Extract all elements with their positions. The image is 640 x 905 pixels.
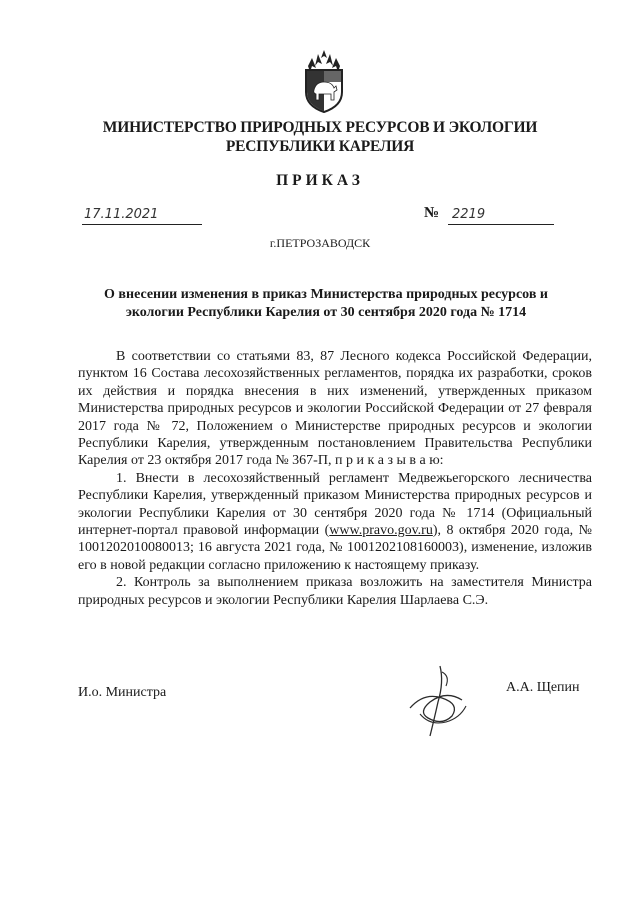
signatory-name: А.А. Щепин <box>506 680 580 695</box>
prikazyvayu: п р и к а з ы в а ю: <box>334 453 444 469</box>
ministry-name <box>0 118 640 156</box>
body-item-1 <box>78 470 592 574</box>
order-subject: О внесении изменения в приказ Министерства природных ресурсов и экологии Республики Карелия от 30 сентября 2020 года № 1714 <box>104 287 548 320</box>
order-number: 2219 <box>448 206 554 225</box>
body-item-2: 2. Контроль за выполнением приказа возложить на заместителя Министра природных ресурсов и экологии Республики Карелия Шарлаева С.Э. <box>78 575 592 608</box>
ministry-line-2: РЕСПУБЛИКИ КАРЕЛИЯ <box>225 138 415 155</box>
order-number-label: № <box>424 205 440 221</box>
body-intro: В соответствии со статьями 83, 87 Лесного кодекса Российской Федерации, пунктом 16 Состава лесохозяйственных регламентов, порядка их разработки, сроков их действия и порядка внесения в них изменений, утвержденных приказом Министерства природных ресурсов и экологии Российской Федерации от 27 февраля 2017 года № 72, Положением о Министерстве природных ресурсов и экологии Республики Карелия, утвержденным постановлением Правительства Республики Карелия от 23 октября 2017 года № 367-П, <box>78 349 592 469</box>
order-body <box>78 348 592 609</box>
item-1-after: ), 8 октября 2020 года, № 1001202010080013; 16 августа 2021 года, № 1001202108160003), изменение, изложив его в новой редакции согласно приложению к настоящему приказу. <box>78 523 592 573</box>
pravo-link[interactable]: www.pravo.gov.ru <box>329 523 433 539</box>
body-intro-paragraph <box>78 348 592 470</box>
coat-of-arms-icon <box>302 48 346 114</box>
city: г.ПЕТРОЗАВОДСК <box>269 236 371 250</box>
order-date: 17.11.2021 <box>82 206 202 225</box>
signatory-title: И.о. Министра <box>78 685 167 700</box>
signature-icon <box>400 662 488 742</box>
item-1-before: 1. Внести в лесохозяйственный регламент Медвежьегорского лесничества Республики Карелия, утвержденный приказом Министерства природных ресурсов и экологии Республики Карелия от 30 сентября 2020 года № 1714 (Официальный интернет-портал правовой информации ( <box>78 470 592 539</box>
document-type: ПРИКАЗ <box>276 172 364 189</box>
ministry-line-1: МИНИСТЕРСТВО ПРИРОДНЫХ РЕСУРСОВ И ЭКОЛОГИИ <box>102 119 538 136</box>
